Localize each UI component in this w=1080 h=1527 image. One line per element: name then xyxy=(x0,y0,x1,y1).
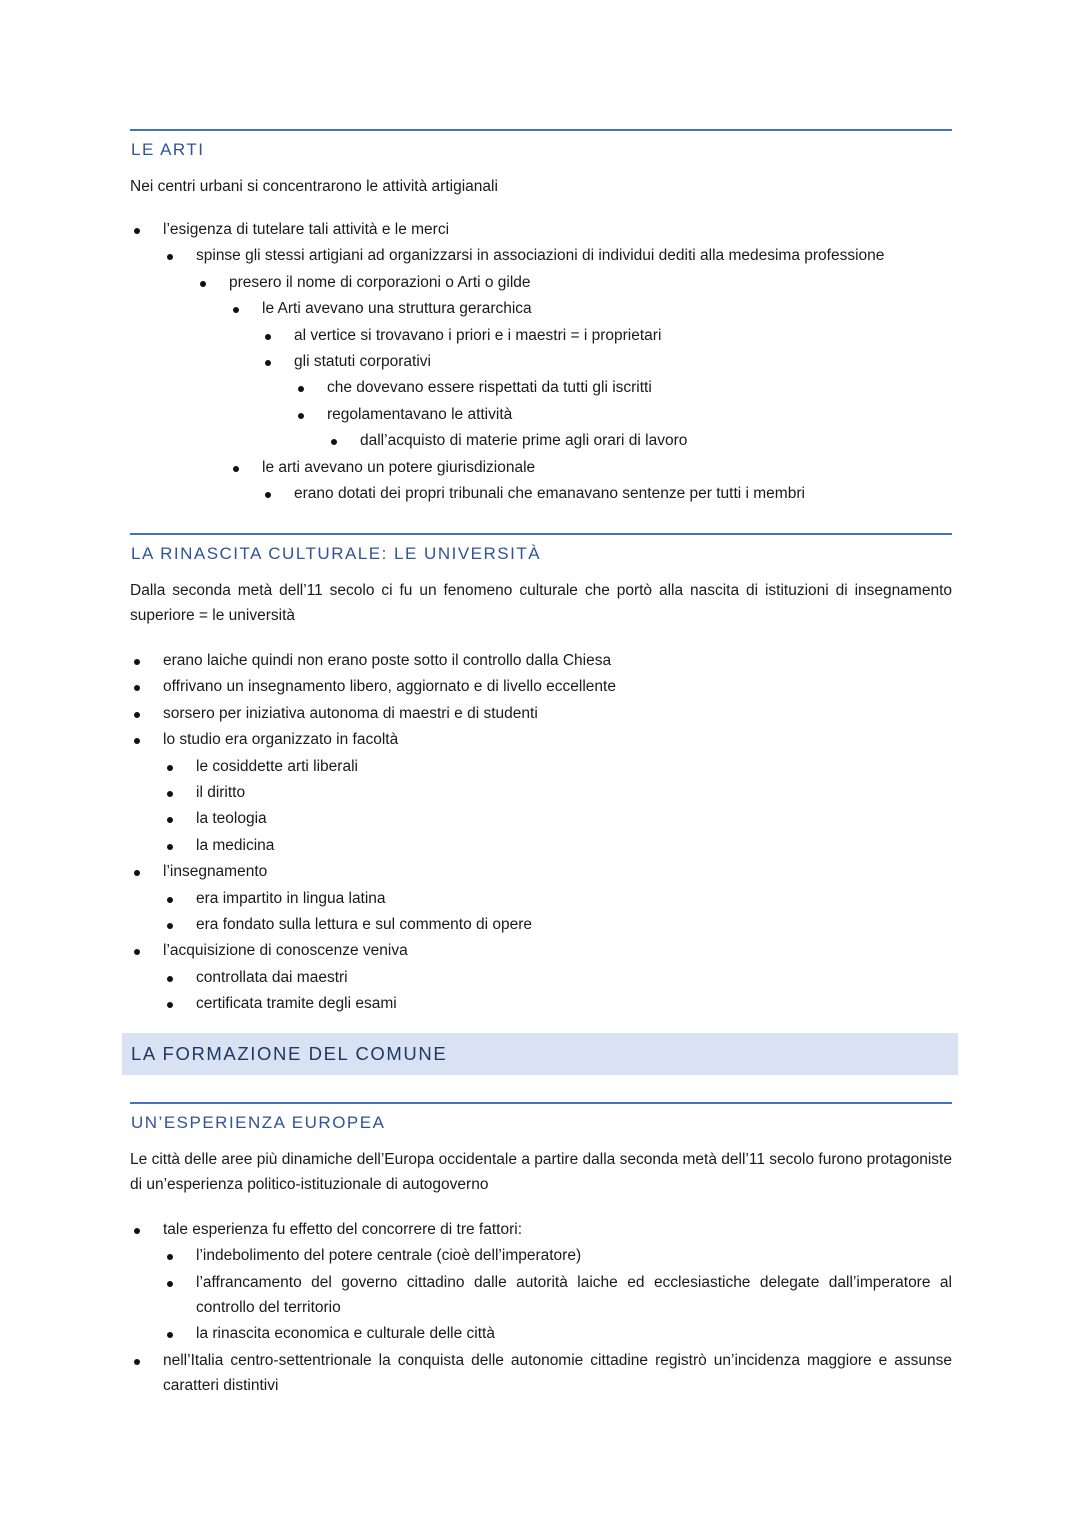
list-item: erano laiche quindi non erano poste sotto il controllo dalla Chiesa xyxy=(163,648,952,674)
bullet-icon xyxy=(233,307,239,313)
section-title: LA RINASCITA CULTURALE: LE UNIVERSITÀ xyxy=(131,544,542,563)
list-item: l’indebolimento del potere centrale (cioè dell’imperatore) xyxy=(196,1243,952,1269)
section-rule xyxy=(130,533,952,535)
bullet-icon xyxy=(298,386,304,392)
list-item: erano dotati dei propri tribunali che emanavano sentenze per tutti i membri xyxy=(294,481,952,507)
bullet-icon xyxy=(167,923,173,929)
list-item: l’insegnamento xyxy=(163,859,952,885)
bullet-icon xyxy=(331,439,337,445)
bullet-icon xyxy=(167,765,173,771)
list-item: le cosiddette arti liberali xyxy=(196,754,952,780)
bullet-icon xyxy=(167,254,173,260)
section-europea xyxy=(130,1102,952,1399)
section-arti xyxy=(130,129,952,507)
list-item: tale esperienza fu effetto del concorrere di tre fattori: xyxy=(163,1217,952,1243)
bullet-icon xyxy=(167,1002,173,1008)
section-rule xyxy=(130,129,952,131)
bullet-icon xyxy=(167,1281,173,1287)
section-rule xyxy=(130,1102,952,1104)
bullet-icon xyxy=(167,1332,173,1338)
bullet-icon xyxy=(134,1359,140,1365)
list-item: l’esigenza di tutelare tali attività e le merci xyxy=(163,217,952,243)
list-item: nell’Italia centro-settentrionale la conquista delle autonomie cittadine registrò un’incidenza maggiore e assunse caratteri distintivi xyxy=(163,1348,952,1399)
list-item: era impartito in lingua latina xyxy=(196,886,952,912)
bullet-icon xyxy=(265,360,271,366)
bullet-icon xyxy=(167,976,173,982)
bullet-icon xyxy=(134,228,140,234)
chapter-heading-band xyxy=(122,1033,958,1075)
section-title: UN’ESPERIENZA EUROPEA xyxy=(131,1113,386,1132)
list-item: era fondato sulla lettura e sul commento di opere xyxy=(196,912,952,938)
bullet-icon xyxy=(134,685,140,691)
list-item: dall’acquisto di materie prime agli orari di lavoro xyxy=(360,428,952,454)
list-item: la teologia xyxy=(196,806,952,832)
bullet-icon xyxy=(167,844,173,850)
bullet-icon xyxy=(134,659,140,665)
bullet-icon xyxy=(167,897,173,903)
list-item: sorsero per iniziativa autonoma di maestri e di studenti xyxy=(163,701,952,727)
bullet-icon xyxy=(167,817,173,823)
list-item: gli statuti corporativi xyxy=(294,349,952,375)
list-item: al vertice si trovavano i priori e i maestri = i proprietari xyxy=(294,323,952,349)
bullet-icon xyxy=(265,492,271,498)
list-item: lo studio era organizzato in facoltà xyxy=(163,727,952,753)
list-item: regolamentavano le attività xyxy=(327,402,952,428)
section-title: LE ARTI xyxy=(131,140,205,159)
bullet-icon xyxy=(134,1228,140,1234)
list-item: le arti avevano un potere giurisdizionale xyxy=(262,455,952,481)
list-item: che dovevano essere rispettati da tutti gli iscritti xyxy=(327,375,952,401)
bullet-icon xyxy=(134,712,140,718)
list-item: spinse gli stessi artigiani ad organizzarsi in associazioni di individui dediti alla medesima professione xyxy=(196,243,952,269)
bullet-list xyxy=(130,1217,952,1399)
bullet-icon xyxy=(167,791,173,797)
bullet-icon xyxy=(298,413,304,419)
list-item: la rinascita economica e culturale delle città xyxy=(196,1321,952,1347)
list-item: certificata tramite degli esami xyxy=(196,991,952,1017)
bullet-icon xyxy=(233,466,239,472)
bullet-icon xyxy=(265,334,271,340)
section-intro: Nei centri urbani si concentrarono le attività artigianali xyxy=(130,178,498,195)
list-item: il diritto xyxy=(196,780,952,806)
bullet-icon xyxy=(134,949,140,955)
list-item: controllata dai maestri xyxy=(196,965,952,991)
list-item: le Arti avevano una struttura gerarchica xyxy=(262,296,952,322)
bullet-icon xyxy=(134,870,140,876)
section-intro: Le città delle aree più dinamiche dell’Europa occidentale a partire dalla seconda metà dell’11 secolo furono protagoniste di un’esperienza politico-istituzionale di autogoverno xyxy=(130,1151,952,1193)
section-universita xyxy=(130,533,952,1018)
section-intro: Dalla seconda metà dell’11 secolo ci fu un fenomeno culturale che portò alla nascita di istituzioni di insegnamento superiore = le università xyxy=(130,582,952,624)
bullet-icon xyxy=(200,281,206,287)
bullet-icon xyxy=(134,738,140,744)
bullet-list xyxy=(130,217,952,507)
bullet-icon xyxy=(167,1254,173,1260)
list-item: la medicina xyxy=(196,833,952,859)
list-item: l’acquisizione di conoscenze veniva xyxy=(163,938,952,964)
chapter-title: LA FORMAZIONE DEL COMUNE xyxy=(131,1043,448,1064)
bullet-list xyxy=(130,648,952,1018)
list-item: l’affrancamento del governo cittadino dalle autorità laiche ed ecclesiastiche delegate dall’imperatore al controllo del territorio xyxy=(196,1270,952,1321)
list-item: presero il nome di corporazioni o Arti o gilde xyxy=(229,270,952,296)
list-item: offrivano un insegnamento libero, aggiornato e di livello eccellente xyxy=(163,674,952,700)
